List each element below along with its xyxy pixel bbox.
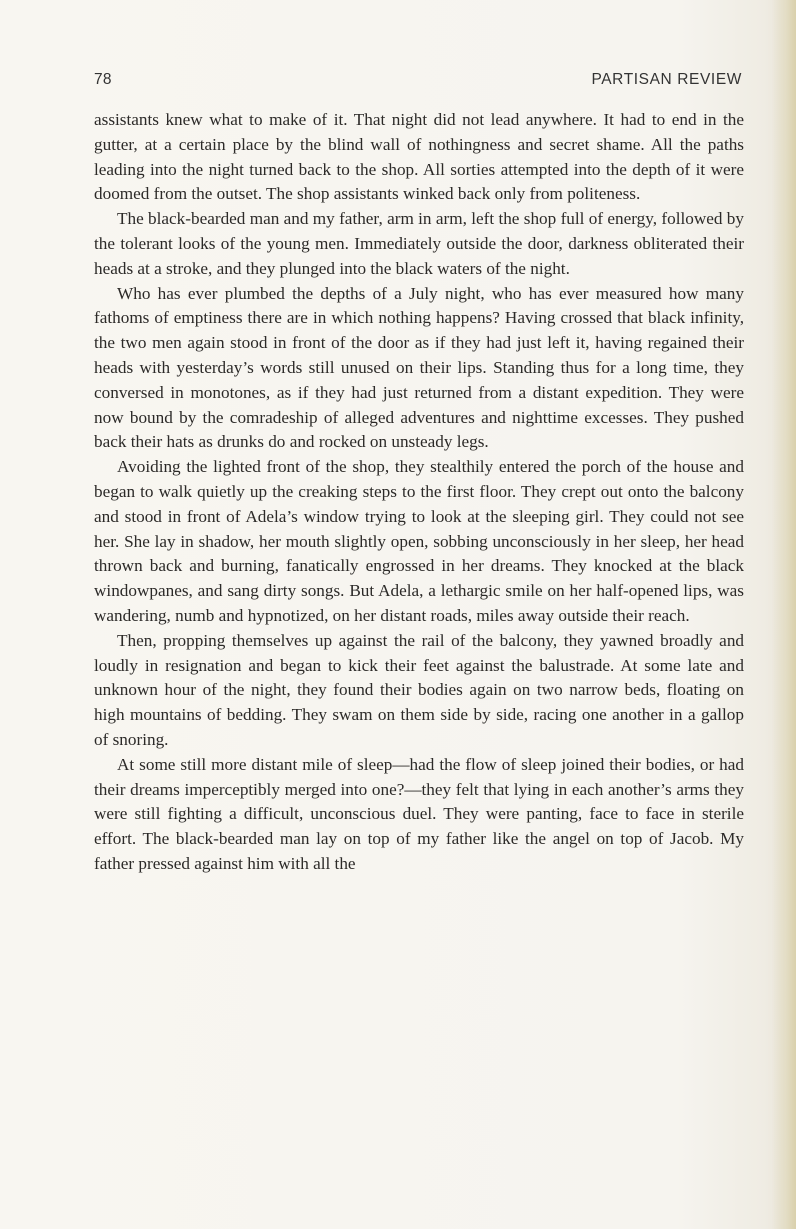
paragraph-3: Who has ever plumbed the depths of a July night, who has ever measured how many fathoms of emptiness there are in which nothing happens? Having crossed that black infinity, the two men again stood in front of the door as if they had just left it, having regained their heads with yesterday’s words still unused on their lips. Standing thus for a long time, they conversed in monotones, as if they had just returned from a distant expedition. They were now bound by the comradeship of alleged adventures and nighttime excesses. They pushed back their hats as drunks do and rocked on unsteady legs. [94, 283, 744, 452]
running-head [94, 71, 742, 93]
paragraph-1: assistants knew what to make of it. That night did not lead anywhere. It had to end in the gutter, at a certain place by the blind wall of nothingness and secret shame. All the paths leading into the night turned back to the shop. All sorties attempted into the depth of it were doomed from the outset. The shop assistants winked back only from politeness. [94, 110, 744, 204]
page-edge-shadow [772, 0, 796, 1229]
page-number: 78 [94, 71, 112, 88]
paragraph-5: Then, propping themselves up against the rail of the balcony, they yawned broadly and loudly in resignation and began to kick their feet against the balustrade. At some late and unknown hour of the night, they found their bodies again on two narrow beds, floating on high mountains of bedding. They swam on them side by side, racing one another in a gallop of snoring. [94, 630, 744, 749]
paragraph-6: At some still more distant mile of sleep—had the flow of sleep joined their bodies, or had their dreams imperceptibly merged into one?—they felt that lying in each another’s arms they were still fighting a difficult, unconscious duel. They were panting, face to face in sterile effort. The black-bearded man lay on top of my father like the angel on top of Jacob. My father pressed against him with all the [94, 754, 744, 873]
paragraph-2: The black-bearded man and my father, arm in arm, left the shop full of energy, followed by the tolerant looks of the young men. Immediately outside the door, darkness obliterated their heads at a stroke, and they plunged into the black waters of the night. [94, 209, 744, 278]
body-text [94, 108, 744, 877]
paragraph-4: Avoiding the lighted front of the shop, they stealthily entered the porch of the house and began to walk quietly up the creaking steps to the first floor. They crept out onto the balcony and stood in front of Adela’s window trying to look at the sleeping girl. They could not see her. She lay in shadow, her mouth slightly open, sobbing unconsciously in her sleep, her head thrown back and burning, fanatically engrossed in her dreams. They knocked at the black windowpanes, and sang dirty songs. But Adela, a lethargic smile on her half-opened lips, was wandering, numb and hypnotized, on her distant roads, miles away outside their reach. [94, 457, 744, 625]
journal-title: PARTISAN REVIEW [591, 71, 742, 88]
